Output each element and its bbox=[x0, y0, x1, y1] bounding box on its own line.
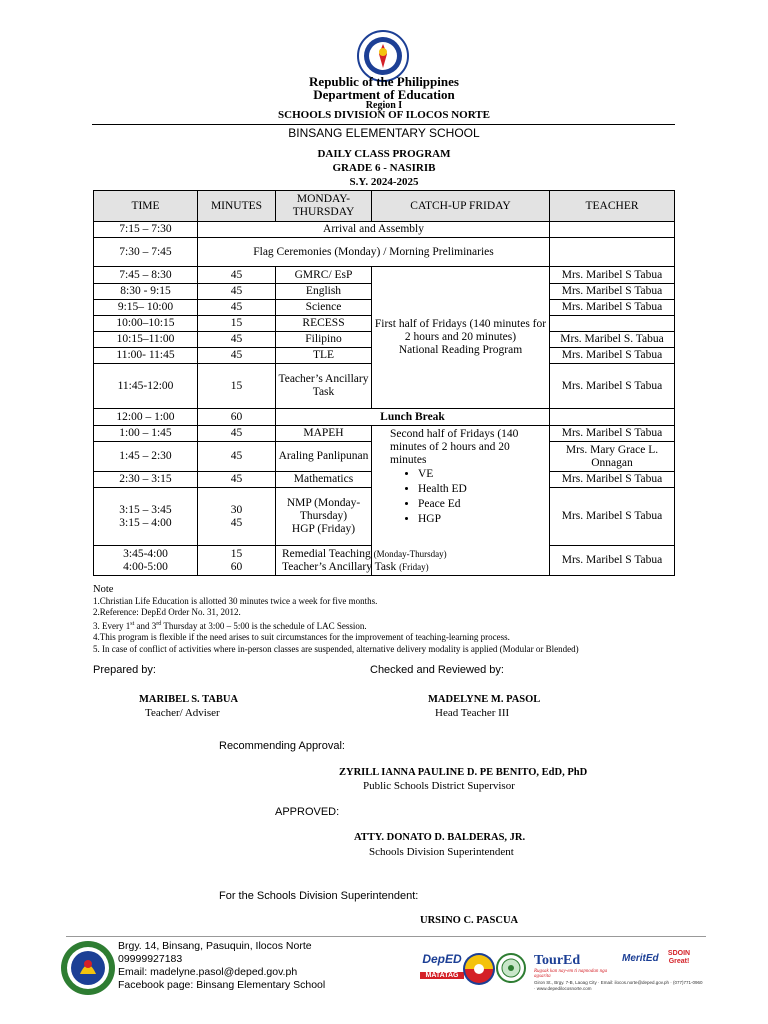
notes-section bbox=[93, 584, 733, 656]
recommending-label: Recommending Approval: bbox=[219, 740, 345, 752]
teacher-cell: Mrs. Mary Grace L. Onnagan bbox=[550, 442, 675, 472]
note-3 bbox=[93, 619, 733, 633]
header-teacher: TEACHER bbox=[550, 191, 675, 222]
teacher-cell: Mrs. Maribel S Tabua bbox=[550, 488, 675, 546]
teacher-cell bbox=[550, 409, 675, 426]
subject-cell: Science bbox=[276, 300, 372, 316]
time-cell: 11:45-12:00 bbox=[94, 364, 198, 409]
approved-label: APPROVED: bbox=[275, 806, 340, 818]
note-3-part: Thursday at 3:00 – 5:00 is the schedule of LAC Session. bbox=[161, 620, 367, 631]
subject-cell bbox=[276, 488, 372, 546]
note-3-part: and 3 bbox=[134, 620, 157, 631]
subject-cell: Teacher’s Ancillary Task bbox=[276, 364, 372, 409]
minutes-cell: 15 bbox=[198, 364, 276, 409]
teacher-cell: Mrs. Maribel S Tabua bbox=[550, 426, 675, 442]
friday-activity-list bbox=[374, 467, 547, 527]
note-5: 5. In case of conflict of activities where in-person classes are suspended, alternative delivery modality is applied (Modular or Blended) bbox=[93, 643, 579, 654]
table-row bbox=[94, 546, 675, 576]
subject-line-a: NMP (Monday-Thursday) bbox=[286, 497, 361, 522]
header-catchup: CATCH-UP FRIDAY bbox=[372, 191, 550, 222]
toured-tagline: Rugsak kan nay-em ti napnodan nga agsarita bbox=[534, 969, 608, 979]
minutes-cell bbox=[198, 488, 276, 546]
sdoin-great-logo: SDOIN Great! bbox=[667, 950, 691, 965]
teacher-cell: Mrs. Maribel S Tabua bbox=[550, 472, 675, 488]
teacher-cell bbox=[550, 238, 675, 267]
checked-by-label: Checked and Reviewed by: bbox=[370, 664, 504, 676]
subject-cell: TLE bbox=[276, 348, 372, 364]
teacher-cell: Mrs. Maribel S. Tabua bbox=[550, 332, 675, 348]
toured-logo-text: TourEd bbox=[534, 953, 581, 968]
time-cell bbox=[94, 546, 198, 576]
minutes-cell: 45 bbox=[198, 332, 276, 348]
school-contact-block bbox=[118, 940, 325, 992]
minutes-cell: 45 bbox=[198, 426, 276, 442]
teacher-cell bbox=[550, 222, 675, 238]
ancillary-text: Teacher’s Ancillary Task bbox=[282, 560, 397, 573]
activity-cell: Flag Ceremonies (Monday) / Morning Preliminaries bbox=[198, 238, 550, 267]
class-schedule-table bbox=[93, 190, 675, 576]
deped-matatag-logo bbox=[420, 952, 464, 992]
time-line-a: 3:45-4:00 bbox=[123, 547, 168, 560]
deped-logo-text: DepED bbox=[422, 952, 462, 966]
time-cell: 2:30 – 3:15 bbox=[94, 472, 198, 488]
checked-by-name: MADELYNE M. PASOL bbox=[428, 694, 541, 705]
for-sds-label: For the Schools Division Superintendent: bbox=[219, 890, 419, 902]
time-cell bbox=[94, 488, 198, 546]
subject-cell: Mathematics bbox=[276, 472, 372, 488]
toured-logo bbox=[534, 953, 624, 979]
prepared-by-name: MARIBEL S. TABUA bbox=[139, 694, 239, 705]
school-name: BINSANG ELEMENTARY SCHOOL bbox=[288, 126, 480, 140]
friday-first-half-program: National Reading Program bbox=[398, 344, 523, 356]
for-sds-name: URSINO C. PASCUA bbox=[420, 915, 519, 926]
minutes-cell: 45 bbox=[198, 300, 276, 316]
time-cell: 1:45 – 2:30 bbox=[94, 442, 198, 472]
header-republic: Republic of the Philippines bbox=[309, 74, 459, 89]
remedial-line bbox=[282, 548, 547, 561]
note-3-sup: st bbox=[130, 620, 135, 627]
table-row bbox=[94, 426, 675, 442]
teacher-cell: Mrs. Maribel S Tabua bbox=[550, 546, 675, 576]
ancillary-line bbox=[282, 561, 547, 574]
header-region: Region I bbox=[365, 100, 403, 111]
minutes-cell bbox=[198, 546, 276, 576]
subject-line-b: HGP (Friday) bbox=[291, 523, 356, 535]
minutes-cell: 45 bbox=[198, 348, 276, 364]
program-title: DAILY CLASS PROGRAM bbox=[317, 148, 451, 160]
friday-second-half-text: Second half of Fridays (140 minutes of 2 hours and 20 minutes bbox=[390, 428, 519, 466]
activity-cell: Arrival and Assembly bbox=[198, 222, 550, 238]
table-row bbox=[94, 238, 675, 267]
notes-label: Note bbox=[93, 584, 114, 595]
header-division: SCHOOLS DIVISION OF ILOCOS NORTE bbox=[278, 109, 490, 121]
teacher-cell: Mrs. Maribel S Tabua bbox=[550, 284, 675, 300]
minutes-cell: 60 bbox=[198, 409, 276, 426]
recommending-name: ZYRILL IANNA PAULINE D. PE BENITO, EdD, PhD bbox=[339, 767, 588, 778]
table-row bbox=[94, 222, 675, 238]
school-address: Brgy. 14, Binsang, Pasuquin, Ilocos Norte bbox=[118, 940, 312, 952]
matatag-logo-text: MATATAG bbox=[420, 972, 464, 979]
time-cell: 7:15 – 7:30 bbox=[94, 222, 198, 238]
subject-cell: GMRC/ EsP bbox=[276, 267, 372, 284]
prepared-by-position: Teacher/ Adviser bbox=[145, 707, 220, 719]
friday-first-half-text: First half of Fridays (140 minutes for 2 hours and 20 minutes) bbox=[374, 318, 547, 343]
ancillary-note: (Friday) bbox=[399, 561, 429, 572]
time-cell: 10:15–11:00 bbox=[94, 332, 198, 348]
merited-logo: MeritEd bbox=[622, 953, 659, 964]
time-cell: 12:00 – 1:00 bbox=[94, 409, 198, 426]
time-cell: 11:00- 11:45 bbox=[94, 348, 198, 364]
header-department: Department of Education bbox=[313, 87, 455, 102]
teacher-cell bbox=[550, 316, 675, 332]
header-time: TIME bbox=[94, 191, 198, 222]
subject-cell: English bbox=[276, 284, 372, 300]
recommending-position: Public Schools District Supervisor bbox=[363, 780, 515, 792]
lunch-break-cell: Lunch Break bbox=[276, 409, 550, 426]
teacher-cell: Mrs. Maribel S Tabua bbox=[550, 364, 675, 409]
minutes-line-b: 45 bbox=[230, 516, 243, 529]
note-2: 2.Reference: DepEd Order No. 31, 2012. bbox=[93, 607, 241, 618]
header-divider bbox=[92, 124, 675, 125]
subject-cell: Araling Panlipunan bbox=[276, 442, 372, 472]
approved-position: Schools Division Superintendent bbox=[369, 846, 514, 858]
time-cell: 1:00 – 1:45 bbox=[94, 426, 198, 442]
time-cell: 7:30 – 7:45 bbox=[94, 238, 198, 267]
teacher-cell: Mrs. Maribel S Tabua bbox=[550, 300, 675, 316]
prepared-by-label: Prepared by: bbox=[93, 664, 156, 676]
minutes-cell: 45 bbox=[198, 284, 276, 300]
school-email: Email: madelyne.pasol@deped.gov.ph bbox=[118, 966, 298, 978]
note-3-sup: rd bbox=[156, 620, 162, 627]
minutes-line-a: 15 bbox=[230, 547, 243, 560]
school-facebook: Facebook page: Binsang Elementary School bbox=[118, 979, 326, 991]
time-cell: 8:30 - 9:15 bbox=[94, 284, 198, 300]
minutes-line-a: 30 bbox=[230, 503, 243, 516]
list-item: • VE bbox=[418, 467, 547, 482]
minutes-line-b: 60 bbox=[230, 560, 243, 573]
subject-cell: Filipino bbox=[276, 332, 372, 348]
teacher-cell: Mrs. Maribel S Tabua bbox=[550, 348, 675, 364]
list-item: • Peace Ed bbox=[418, 497, 547, 512]
time-cell: 7:45 – 8:30 bbox=[94, 267, 198, 284]
program-school-year: S.Y. 2024-2025 bbox=[349, 176, 419, 188]
teacher-cell: Mrs. Maribel S Tabua bbox=[550, 267, 675, 284]
minutes-cell: 45 bbox=[198, 472, 276, 488]
remedial-cell bbox=[276, 546, 550, 576]
time-line-a: 3:15 – 3:45 bbox=[119, 503, 172, 516]
school-logo bbox=[60, 940, 116, 996]
footer-divider bbox=[66, 936, 706, 937]
time-cell: 9:15– 10:00 bbox=[94, 300, 198, 316]
minutes-cell: 45 bbox=[198, 267, 276, 284]
list-item: • HGP bbox=[418, 512, 547, 527]
time-line-b: 3:15 – 4:00 bbox=[119, 516, 172, 529]
checked-by-position: Head Teacher III bbox=[435, 707, 510, 719]
table-header-row bbox=[94, 191, 675, 222]
minutes-cell: 45 bbox=[198, 442, 276, 472]
header-mon-thu: MONDAY-THURSDAY bbox=[276, 191, 372, 222]
list-item: • Health ED bbox=[418, 482, 547, 497]
table-row bbox=[94, 409, 675, 426]
header-minutes: MINUTES bbox=[198, 191, 276, 222]
note-3-part: 3. Every 1 bbox=[93, 620, 131, 631]
time-cell: 10:00–10:15 bbox=[94, 316, 198, 332]
note-4: 4.This program is flexible if the need arises to suit circumstances for the improvement of teaching-learning process. bbox=[93, 632, 510, 643]
table-row bbox=[94, 267, 675, 284]
division-contact-text: Giron St., Brgy. 7-B, Laoag City · Email: ilocos.norte@deped.gov.ph · (077)771-0960 · www.depedilocosnorte.com bbox=[534, 980, 703, 991]
subject-cell: MAPEH bbox=[276, 426, 372, 442]
sdo-seal-logo bbox=[496, 953, 526, 983]
approved-name: ATTY. DONATO D. BALDERAS, JR. bbox=[354, 832, 526, 843]
remedial-text: Remedial Teaching bbox=[282, 547, 371, 560]
note-1: 1.Christian Life Education is allotted 30 minutes twice a week for five months. bbox=[93, 595, 378, 606]
subject-cell: RECESS bbox=[276, 316, 372, 332]
remedial-note: (Monday-Thursday) bbox=[373, 548, 447, 559]
time-line-b: 4:00-5:00 bbox=[123, 560, 168, 573]
school-phone: 09999927183 bbox=[118, 953, 183, 965]
minutes-cell: 15 bbox=[198, 316, 276, 332]
bagong-pilipinas-logo bbox=[462, 952, 496, 986]
program-grade: GRADE 6 - NASIRIB bbox=[332, 162, 436, 174]
friday-first-half-cell bbox=[372, 267, 550, 409]
